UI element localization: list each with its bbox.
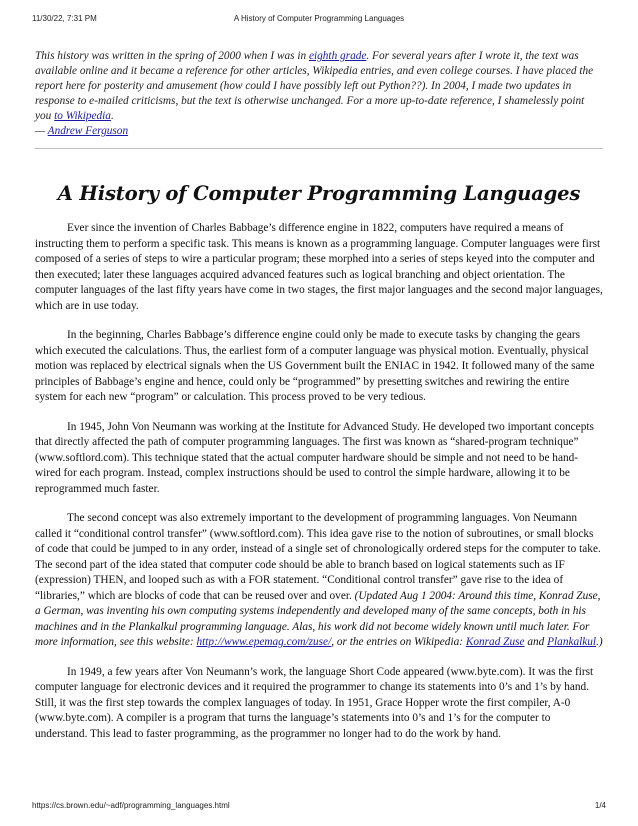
update-text-3: and <box>524 636 548 648</box>
intro-text-1: This history was written in the spring of 2000 when I was in <box>35 50 309 62</box>
print-page-number: 1/4 <box>594 801 606 810</box>
epemag-link[interactable]: http://www.epemag.com/zuse/ <box>196 636 332 648</box>
print-header <box>0 14 638 26</box>
divider <box>35 148 603 149</box>
print-datetime: 11/30/22, 7:31 PM <box>32 14 97 23</box>
print-footer <box>0 801 638 813</box>
eighth-grade-link[interactable]: eighth grade <box>308 50 367 62</box>
print-page-title: A History of Computer Programming Languages <box>233 14 405 23</box>
paragraph-2: In the beginning, Charles Babbage’s difference engine could only be made to execute tasks by changing the gears which executed the calculations. Thus, the earliest form of a computer language was physical motion. Eventually, physical motion was replaced by electrical signals when the US Government built the ENIAC in 1942. It followed many of the same principles of Babbage’s engine and hence, could only be “programmed” by presetting switches and rewiring the entire system for each new “program” or calculation. This process proved to be very tedious. <box>35 329 595 403</box>
print-url: https://cs.brown.edu/~adf/programming_languages.html <box>32 801 230 810</box>
author-note <box>35 49 603 139</box>
paragraph-3: In 1945, John Von Neumann was working at the Institute for Advanced Study. He developed two important concepts that directly affected the path of computer programming languages. The first was known as “shared-program technique” (www.softlord.com). This technique stated that the actual computer hardware should be simple and not need to be hand-wired for each program. Instead, complex instructions should be used to control the simple hardware, allowing it to be reprogrammed much faster. <box>35 420 594 495</box>
update-text-4: .) <box>596 636 603 648</box>
plankalkul-link[interactable]: Plankalkul <box>547 636 597 648</box>
intro-text-3: . <box>110 110 114 122</box>
page-content <box>35 49 603 756</box>
update-text-1: (Updated Aug 1 2004: Around this time, Konrad Zuse, a German, was inventing his own computing systems independently and developed many of the same concepts, both in his machines and in the Plankalkul programming language. Alas, his work did not become widely known until much later. For more information, see this website: <box>35 589 601 648</box>
paragraph-1: Ever since the invention of Charles Babbage’s difference engine in 1822, computers have required a means of instructing them to perform a specific task. This means is known as a programming language. Computer languages were first composed of a series of steps to wire a particular program; these morphed into a series of steps keyed into the computer and then executed; later these languages acquired advanced features such as logical branching and object orientation. The computer languages of the last fifty years have come in two stages, the first major languages and the second major languages, which are in use today. <box>35 222 603 312</box>
wikipedia-link[interactable]: to Wikipedia <box>54 110 111 122</box>
paragraph-4-text: The second concept was also extremely important to the development of programming languages. Von Neumann called it “conditional control transfer” (www.softlord.com). This idea gave rise to the notion of subroutines, or small blocks of code that could be jumped to in any order, instead of a single set of chronologically ordered steps for the computer to take. The second part of the idea stated that computer code should be able to branch based on logical statements such as IF (expression) THEN, and looped such as with a FOR statement. “Conditional control transfer” gave rise to the idea of “libraries,” which are blocks of code that can be reused over and over. <box>35 512 601 602</box>
konrad-zuse-link[interactable]: Konrad Zuse <box>465 636 525 648</box>
author-link[interactable]: Andrew Ferguson <box>47 125 129 137</box>
article-body <box>35 221 603 742</box>
paragraph-4 <box>35 511 603 651</box>
update-text-2: , or the entries on Wikipedia: <box>331 636 466 648</box>
article-title: A History of Computer Programming Languages <box>57 182 581 205</box>
intro-text-2: . For several years after I wrote it, the text was available online and it became a reference for other articles, Wikipedia entries, and even college courses. I have placed the report here for posterity and amusement (how could I have possibly left out Python??). In 2004, I made two updates in response to e-mailed criticisms, but the text is otherwise unchanged. For a more up-to-date reference, I shamelessly point you <box>35 50 594 122</box>
paragraph-5: In 1949, a few years after Von Neumann’s work, the language Short Code appeared (www.byte.com). It was the first computer language for electronic devices and it required the programmer to change its statements into 0’s and 1’s by hand. Still, it was the first step towards the complex languages of today. In 1951, Grace Hopper wrote the first compiler, A-0 (www.byte.com). A compiler is a program that turns the language’s statements into 0’s and 1’s for the computer to understand. This lead to faster programming, as the programmer no longer had to do the work by hand. <box>35 665 594 740</box>
author-dash: — <box>35 125 48 137</box>
